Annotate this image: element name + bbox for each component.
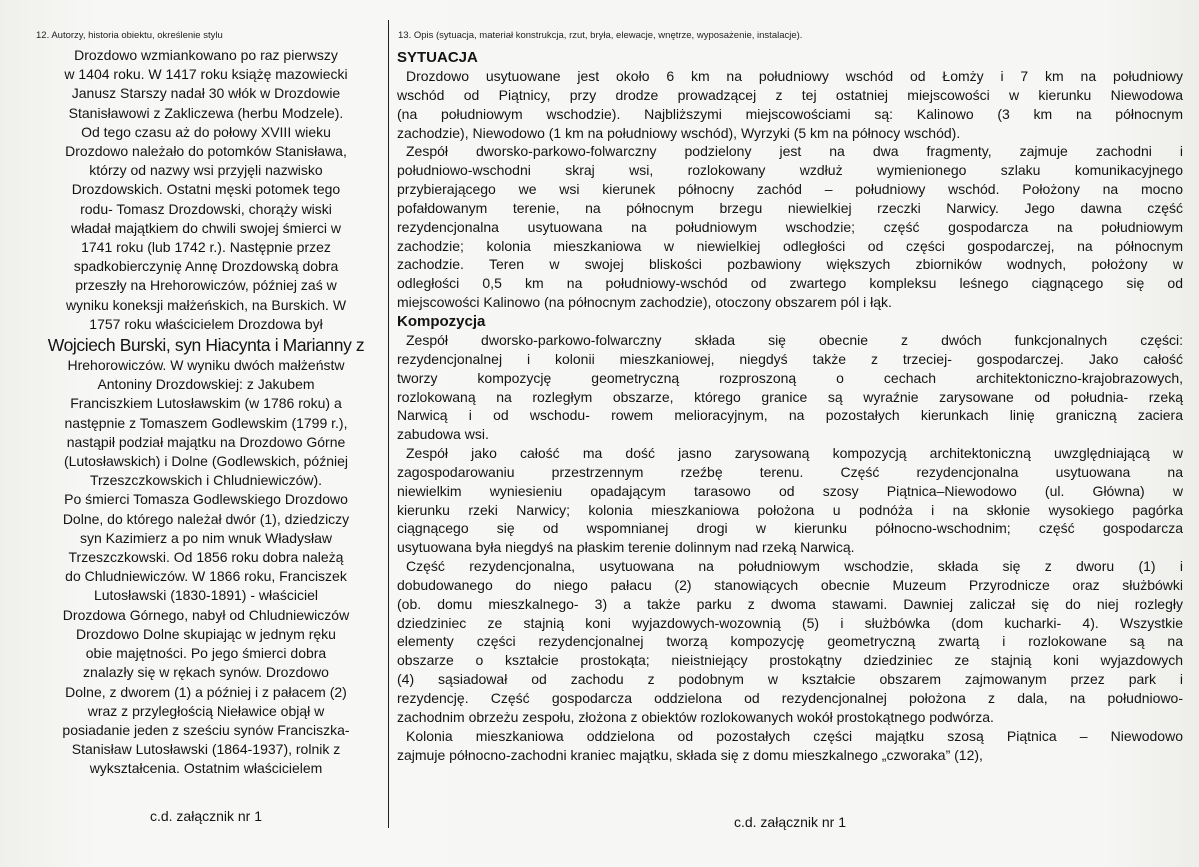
paragraph-line: przybierającego we wsi kierunek północny zachód – południowy wschód. Położony na mocno bbox=[397, 181, 1183, 198]
paragraph-line: (4) sąsiadował od zachodu z podobnym w kształcie obszarem zajmowanym przez park i bbox=[397, 671, 1183, 688]
paragraph-line: Narwicą i od wschodu- rowem melioracyjnym, na pozostałych kierunkach linię graniczną zaciera bbox=[397, 407, 1183, 424]
section-heading: SYTUACJA bbox=[397, 49, 478, 66]
history-line: następnie z Tomaszem Godlewskim (1799 r.), bbox=[64, 414, 348, 431]
history-line: Stanisławowi z Zakliczewa (herbu Modzele). bbox=[68, 104, 344, 121]
paragraph-line: zagospodarowaniu przestrzennym rzeźbę terenu. Część rezydencjonalna usytuowana na bbox=[397, 463, 1183, 480]
paragraph-line: Zespół dworsko-parkowo-folwarczny składa się obecnie z dwóch funkcjonalnych części: bbox=[406, 331, 1183, 348]
history-line: Wojciech Burski, syn Hiacynta i Marianny z bbox=[47, 335, 365, 356]
history-line: Trzeszczkowskich i Chludniewiczów). bbox=[89, 472, 323, 489]
right-column-header: 13. Opis (sytuacja, materiał konstrukcja, rzut, bryła, elewacje, wnętrze, wyposażenie, instalacje). bbox=[398, 30, 803, 41]
history-line: syn Kazimierz a po nim wnuk Władysław bbox=[79, 529, 333, 546]
paragraph-line: Zespół jako całość ma dość jasno zarysowaną kompozycją architektoniczną uwzględniającą w bbox=[406, 445, 1183, 462]
history-line: wraz z przyległością Nieławice objął w bbox=[87, 702, 325, 719]
section-heading: Kompozycja bbox=[397, 312, 486, 330]
history-line: spadkobierczynię Annę Drozdowską dobra bbox=[73, 258, 339, 275]
history-line: Stanisław Lutosławski (1864-1937), rolnik z bbox=[71, 741, 341, 758]
history-line: rodu- Tomasz Drozdowski, chorąży wiski bbox=[80, 200, 332, 217]
history-line: którzy od nazwy wsi przyjęli nazwisko bbox=[89, 162, 323, 179]
paragraph-line: południowo-wschodni skraj wsi, rozlokowany wzdłuż wymienionego szlaku komunikacyjnego bbox=[397, 162, 1183, 179]
paragraph-line: zajmuje północno-zachodni kraniec majątku, składa się z domu mieszkalnego „czworaka” (12), bbox=[397, 746, 983, 763]
history-line: wykształcenia. Ostatnim właścicielem bbox=[89, 760, 323, 777]
paragraph-line: dziedziniec ze stajnią koni wyjazdowych-wozownią (5) i służbówka (dom kucharki- 4). Wszystkie bbox=[397, 614, 1183, 631]
history-line: Dolne, z dworem (1) a później i z pałacem (2) bbox=[65, 683, 347, 700]
history-line: Trzeszczkowski. Od 1856 roku dobra należą bbox=[68, 549, 344, 566]
paragraph-line: rezydencję. Część gospodarcza oddzielona od rezydencjonalnej położona z dala, na południowo- bbox=[397, 690, 1183, 706]
history-line: 1757 roku właścicielem Drozdowa był bbox=[89, 315, 323, 332]
paragraph-line: Drozdowo usytuowane jest około 6 km na południowy wschód od Łomży i 7 km na południowy bbox=[406, 68, 1183, 84]
history-line: w 1404 roku. W 1417 roku książę mazowiecki bbox=[64, 66, 348, 83]
paragraph-line: elementy części rezydencjonalnej tworzą kompozycję geometryczną zwartą i rozlokowane są na bbox=[397, 633, 1183, 650]
history-line: Po śmierci Tomasza Godlewskiego Drozdowo bbox=[64, 491, 348, 508]
paragraph-line: zachodzie. Teren w swojej bliskości pozbawiony większych zbiorników wodnych, położony w bbox=[397, 256, 1183, 273]
paragraph-line: kierunku rzeki Narwicy; kolonia mieszkaniowa położona u podnóża i na skłonie wysokiego pagórka bbox=[397, 501, 1183, 518]
right-continued-note: c.d. załącznik nr 1 bbox=[733, 814, 847, 830]
paragraph-line: rezydencjonalnej i kolonii mieszkaniowej, niegdyś także z trzeciej- gospodarczej. Jako całość bbox=[397, 350, 1183, 367]
paragraph-line: usytuowana była niegdyś na płaskim terenie dolinnym nad rzeką Narwicą. bbox=[397, 539, 855, 556]
paragraph-line: tworzy kompozycję geometryczną rozproszoną o cechach architektoniczno-krajobrazowych, bbox=[397, 369, 1183, 386]
paragraph-line: obszarze o kształcie prostokąta; nieistniejący prostokątny dziedziniec ze stajnią koni wyjazdowych bbox=[397, 652, 1183, 669]
history-line: znalazły się w rękach synów. Drozdowo bbox=[83, 664, 329, 681]
column-divider bbox=[388, 20, 389, 828]
history-line: Hrehorowiczów. W wyniku dwóch małżeństw bbox=[67, 357, 345, 374]
history-line: 1741 roku (lub 1742 r.). Następnie przez bbox=[81, 239, 331, 256]
paragraph-line: niewielkim wyniesieniu opadającym tarasowo od szosy Piątnica–Niewodowo (ul. Główna) w bbox=[397, 482, 1183, 499]
history-line: Drozdowa Górnego, nabył od Chludniewiczów bbox=[62, 606, 350, 623]
paragraph-line: zachodnim obrzeżu zespołu, złożona z obiektów rozlokowanych wokół prostokątnego podwórza. bbox=[397, 708, 994, 725]
paragraph-line: dobudowanego do niego pałacu (2) stanowiących obecnie Muzeum Przyrodnicze oraz służbówki bbox=[397, 576, 1183, 593]
paragraph-line: (ob. domu mieszkalnego- 3) a także parku z dwoma stawami. Dawniej zaliczał się do niej rozległy bbox=[397, 595, 1183, 612]
history-line: Antoniny Drozdowskiej: z Jakubem bbox=[97, 376, 315, 393]
history-line: Janusz Starszy nadał 30 włók w Drozdowie bbox=[71, 85, 341, 102]
history-column bbox=[30, 46, 382, 779]
history-line: Lutosławski (1830-1891) - właściciel bbox=[93, 587, 319, 604]
history-line: obie majętności. Po jego śmierci dobra bbox=[85, 645, 327, 662]
history-line: Franciszkiem Lutosławskim (w 1786 roku) a bbox=[70, 395, 342, 412]
paragraph-line: (na południowym wschodzie). Najbliższymi miejscowościami są: Kalinowo (3 km na północnym bbox=[397, 105, 1183, 122]
paragraph-line: Część rezydencjonalna, usytuowana na południowym wschodzie, składa się z dworu (1) i bbox=[406, 558, 1183, 575]
description-column bbox=[397, 48, 1183, 764]
history-line: Drozdowo należało do potomków Stanisława, bbox=[65, 143, 347, 160]
history-line: do Chludniewiczów. W 1866 roku, Franciszek bbox=[65, 568, 347, 585]
paragraph-line: zabudowa wsi. bbox=[397, 426, 489, 443]
paragraph-line: wschód od Piątnicy, przy drodze prowadzącej z tej ostatniej miejscowości w kierunku Niewodowa bbox=[397, 86, 1183, 103]
history-line: posiadanie jeden z sześciu synów Franciszka- bbox=[62, 721, 350, 738]
left-continued-note: c.d. załącznik nr 1 bbox=[149, 808, 263, 824]
paragraph-line: rezydencjonalna usytuowana na południowym wschodzie; część gospodarcza na południowym bbox=[397, 218, 1183, 235]
history-line: władał majątkiem do chwili swojej śmierci w bbox=[71, 219, 341, 236]
paragraph-line: Zespół dworsko-parkowo-folwarczny podzielony jest na dwa fragmenty, zajmuje zachodni i bbox=[406, 143, 1183, 160]
history-line: wyniku koneksji małżeńskich, na Burskich. W bbox=[65, 296, 347, 313]
paragraph-line: odległości 0,5 km na południowy-wschód od zwartego kompleksu leśnego ciągnącego się od bbox=[397, 275, 1183, 292]
paragraph-line: ciągnącego się od wspomnianej drogi w kierunku północno-wschodnim; część gospodarcza bbox=[397, 520, 1183, 537]
history-line: Drozdowo Dolne skupiając w jednym ręku bbox=[76, 625, 336, 642]
paragraph-line: zachodzie; kolonia mieszkaniowa w niewielkiej odległości od części gospodarczej, na północnym bbox=[397, 237, 1183, 254]
left-column-header: 12. Autorzy, historia obiektu, określenie stylu bbox=[36, 30, 223, 41]
history-line: przeszły na Hrehorowiczów, później zaś w bbox=[75, 277, 337, 294]
history-line: Od tego czasu aż do połowy XVIII wieku bbox=[81, 123, 331, 140]
paragraph-line: Kolonia mieszkaniowa oddzielona od pozostałych części majątku szosą Piątnica – Niewodowo bbox=[406, 727, 1183, 744]
paragraph-line: miejscowości Kalinowo (na północnym zachodzie), otoczony obszarem pól i łąk. bbox=[397, 294, 892, 311]
history-line: Dolne, do którego należał dwór (1), dziedziczy bbox=[62, 510, 350, 527]
history-line: Drozdowo wzmiankowano po raz pierwszy bbox=[74, 47, 338, 63]
history-line: (Lutosławskich) i Dolne (Godlewskich, później bbox=[63, 453, 348, 470]
paragraph-line: pofałdowanym terenie, na północnym brzegu niewielkiej rzeczki Narwicy. Jego dawna część bbox=[397, 199, 1183, 216]
history-line: nastąpił podział majątku na Drozdowo Górne bbox=[66, 433, 346, 450]
paragraph-line: rozlokowaną na rozległym obszarze, którego granice są wyraźnie zarysowane od południa- rzeką bbox=[397, 388, 1183, 405]
history-line: Drozdowskich. Ostatni męski potomek tego bbox=[71, 181, 341, 198]
paragraph-line: zachodzie), Niewodowo (1 km na południowy wschód), Wyrzyki (5 km na północy wschód). bbox=[397, 124, 961, 141]
